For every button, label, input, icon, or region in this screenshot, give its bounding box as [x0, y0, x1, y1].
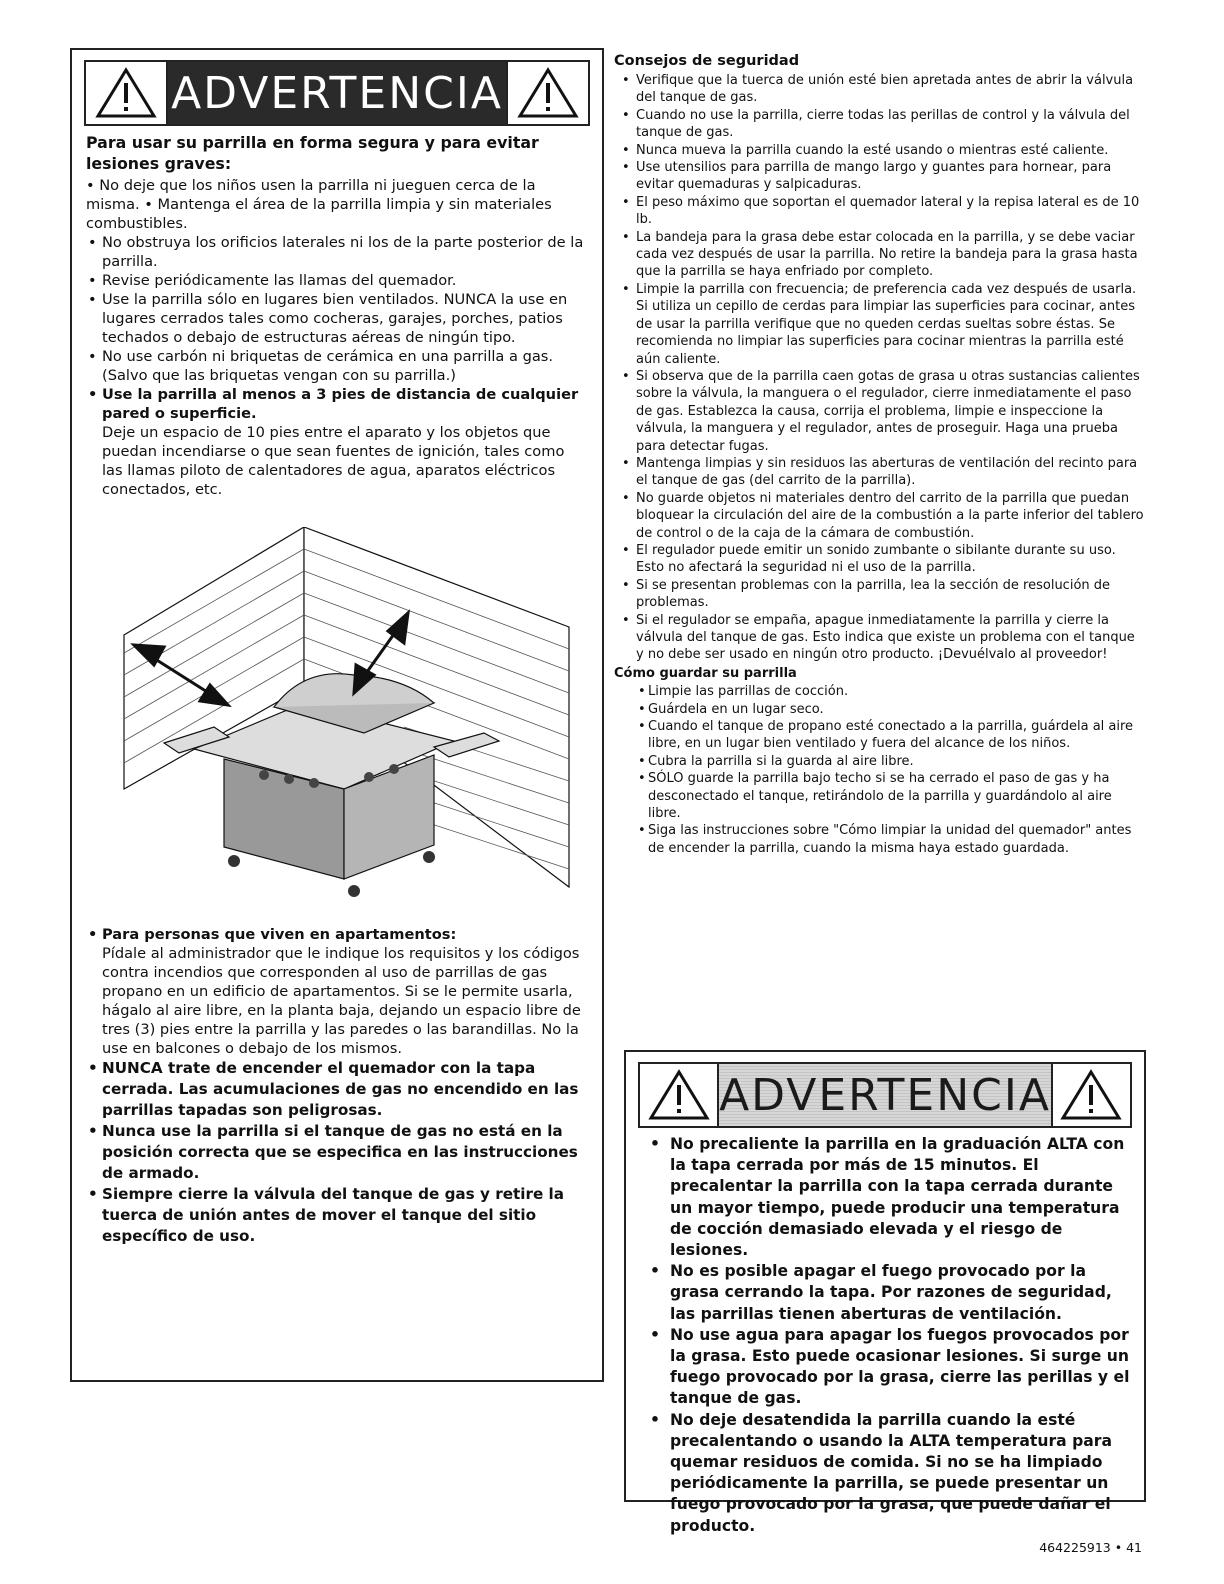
- apartments-list: [86, 925, 588, 944]
- warning-triangle-icon: [640, 1064, 717, 1126]
- storage-list: [614, 683, 1146, 857]
- list-item: • Si observa que de la parrilla caen gotas de grasa u otras sustancias calientes sobre la válvula, la manguera o el regulador, cierre inmediatamente el paso de gas. Establezca la causa, corrija el problema, limpie e inspeccione la válvula, la manguera y el regulador, antes de proseguir. Haga una prueba para detectar fugas.: [614, 368, 1146, 455]
- warning-triangle-icon: [508, 62, 588, 124]
- left-warning-box: [70, 48, 604, 1382]
- list-item: • Cuando no use la parrilla, cierre todas las perillas de control y la válvula del tanque de gas.: [614, 107, 1146, 142]
- safety-heading: Consejos de seguridad: [614, 53, 800, 69]
- warning-title: ADVERTENCIA: [171, 67, 503, 119]
- list-item: • El peso máximo que soportan el quemador lateral y la repisa lateral es de 10 lb.: [614, 194, 1146, 229]
- list-item: • No use carbón ni briquetas de cerámica en una parrilla a gas. (Salvo que las briquetas vengan con su parrilla.): [86, 347, 588, 385]
- list-item: • No obstruya los orificios laterales ni los de la parte posterior de la parrilla.: [86, 233, 588, 271]
- list-item: • SÓLO guarde la parrilla bajo techo si se ha cerrado el paso de gas y ha desconectado el tanque, retirándolo de la parrilla y guardándolo al aire libre.: [614, 770, 1146, 822]
- list-item: • Nunca mueva la parrilla cuando la esté usando o mientras esté caliente.: [614, 142, 1146, 159]
- list-item: • Si se presentan problemas con la parrilla, lea la sección de resolución de problemas.: [614, 577, 1146, 612]
- list-item: • No guarde objetos ni materiales dentro del carrito de la parrilla que puedan bloquear la circulación del aire de la combustión a la parte inferior del tablero de control o de la caja de la cámara de combustión.: [614, 490, 1146, 542]
- bold-warning-list: [86, 1058, 588, 1247]
- warning-banner: [638, 1062, 1132, 1128]
- list-item: • Mantenga limpias y sin residuos las aberturas de ventilación del recinto para el tanque de gas (del carrito de la parrilla).: [614, 455, 1146, 490]
- list-item: • Siga las instrucciones sobre "Cómo limpiar la unidad del quemador" antes de encender la parrilla, cuando la misma haya estado guardada.: [614, 822, 1146, 857]
- list-item: • La bandeja para la grasa debe estar colocada en la parrilla, y se debe vaciar cada vez después de usar la parrilla. No retire la bandeja para la grasa hasta que la parrilla se haya enfriado por completo.: [614, 229, 1146, 281]
- list-item: • Verifique que la tuerca de unión esté bien apretada antes de abrir la válvula del tanque de gas.: [614, 72, 1146, 107]
- warning-banner: [84, 60, 590, 126]
- apartments-text: Pídale al administrador que le indique los requisitos y los códigos contra incendios que corresponden al uso de parrillas de gas propano en un edificio de apartamentos. Si se le permite usarla, hágalo al aire libre, en la planta baja, dejando un espacio libre de tres (3) pies entre la parrilla y las paredes o las barandillas. No la use en balcones o debajo de los mismos.: [102, 945, 581, 1057]
- list-item: • Cuando el tanque de propano esté conectado a la parrilla, guárdela al aire libre, en un lugar bien ventilado y fuera del alcance de los niños.: [614, 718, 1146, 753]
- grill-illustration: [104, 527, 584, 925]
- list-item: • No precaliente la parrilla en la graduación ALTA con la tapa cerrada por más de 15 minutos. El precalentar la parrilla con la tapa cerrada durante un mayor tiempo, puede producir una temperatura de cocción demasiado elevada y el riesgo de lesiones.: [642, 1134, 1130, 1261]
- right-column: [614, 52, 1146, 857]
- list-item: • No deje desatendida la parrilla cuando la esté precalentando o usando la ALTA temperatura para quemar residuos de comida. Si no se ha limpiado periódicamente la parrilla, se puede presentar un fuego provocado por la grasa, que puede dañar el producto.: [642, 1410, 1130, 1537]
- warning-triangle-icon: [1053, 1064, 1130, 1126]
- list-item: • Use utensilios para parrilla de mango largo y guantes para hornear, para evitar quemaduras y salpicaduras.: [614, 159, 1146, 194]
- warning-triangle-icon: [86, 62, 166, 124]
- list-item: • Limpie la parrilla con frecuencia; de preferencia cada vez después de usarla. Si utiliza un cepillo de cerdas para limpiar las superficies para cocinar, antes de usar la parrilla verifique que no queden cerdas sueltas sobre éstas. Se recomienda no limpiar las superficies para cocinar mientras la parrilla esté aún caliente.: [614, 281, 1146, 368]
- warning-lead: Para usar su parrilla en forma segura y para evitar lesiones graves:: [86, 133, 539, 173]
- storage-heading: Cómo guardar su parrilla: [614, 665, 797, 681]
- left-warning-content: [86, 132, 588, 1247]
- warning-list: [642, 1134, 1130, 1537]
- page-footer: 464225913 • 41: [1039, 1540, 1142, 1555]
- list-item: • No es posible apagar el fuego provocado por la grasa cerrando la tapa. Por razones de seguridad, las parrillas tienen aberturas de ventilación.: [642, 1261, 1130, 1325]
- list-item: • Revise periódicamente las llamas del quemador.: [86, 271, 588, 290]
- list-item: • El regulador puede emitir un sonido zumbante o sibilante durante su uso. Esto no afectará la seguridad ni el uso de la parrilla.: [614, 542, 1146, 577]
- right-warning-content: [642, 1134, 1130, 1537]
- right-warning-box: [624, 1050, 1146, 1535]
- list-item: • Si el regulador se empaña, apague inmediatamente la parrilla y cierre la válvula del tanque de gas. Esto indica que existe un problema con el tanque y no debe ser usado en ningún otro producto. ¡Devuélvalo al proveedor!: [614, 612, 1146, 664]
- list-item: • Siempre cierre la válvula del tanque de gas y retire la tuerca de unión antes de mover el tanque del sitio específico de uso.: [86, 1184, 588, 1247]
- warning-list: [86, 233, 588, 423]
- apartments-heading: • Para personas que viven en apartamentos:: [86, 925, 588, 944]
- list-item: • Nunca use la parrilla si el tanque de gas no está en la posición correcta que se especifica en las instrucciones de armado.: [86, 1121, 588, 1184]
- distance-heading: • Use la parrilla al menos a 3 pies de distancia de cualquier pared o superficie.: [86, 385, 588, 423]
- warning-title: ADVERTENCIA: [719, 1069, 1051, 1121]
- warning-intro: • No deje que los niños usen la parrilla ni jueguen cerca de la misma. • Mantenga el área de la parrilla limpia y sin materiales combustibles.: [86, 177, 552, 232]
- list-item: • NUNCA trate de encender el quemador con la tapa cerrada. Las acumulaciones de gas no encendido en las parrillas tapadas son peligrosas.: [86, 1058, 588, 1121]
- distance-text: Deje un espacio de 10 pies entre el aparato y los objetos que puedan incendiarse o que sean fuentes de ignición, tales como las llamas piloto de calentadores de agua, aparatos eléctricos conectados, etc.: [102, 424, 565, 498]
- list-item: • Limpie las parrillas de cocción.: [614, 683, 1146, 700]
- safety-list: [614, 72, 1146, 664]
- list-item: • No use agua para apagar los fuegos provocados por la grasa. Esto puede ocasionar lesiones. Si surge un fuego provocado por la grasa, cierre las perillas y el tanque de gas.: [642, 1325, 1130, 1410]
- list-item: • Guárdela en un lugar seco.: [614, 701, 1146, 718]
- list-item: • Use la parrilla sólo en lugares bien ventilados. NUNCA la use en lugares cerrados tales como cocheras, garajes, porches, patios techados o debajo de estructuras aéreas de ningún tipo.: [86, 290, 588, 347]
- list-item: • Cubra la parrilla si la guarda al aire libre.: [614, 753, 1146, 770]
